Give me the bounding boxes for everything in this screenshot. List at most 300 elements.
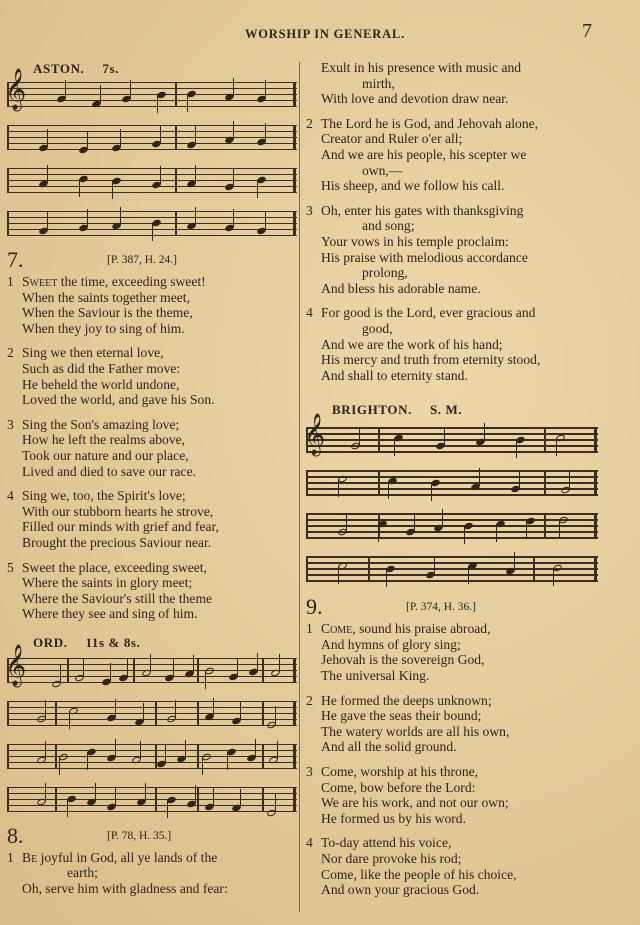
tune-meter: 7s.	[102, 61, 120, 76]
note-stem	[112, 181, 113, 199]
note-stem	[559, 520, 560, 538]
note-stem	[240, 789, 241, 807]
staff-line	[7, 750, 297, 751]
note-stem	[526, 521, 527, 539]
barline	[175, 125, 177, 150]
verse-line	[306, 305, 606, 321]
barline	[133, 658, 135, 683]
barline	[197, 658, 199, 683]
verse-text: the time, exceeding sweet!	[60, 274, 206, 289]
barline	[7, 787, 9, 812]
staff-line	[306, 531, 598, 532]
verse-line	[306, 867, 606, 883]
note-stem	[45, 700, 46, 718]
verse-text: Come, like the people of his choice,	[321, 866, 517, 882]
treble-clef-icon: 𝄞	[304, 414, 326, 456]
verse-text: Where the saints in glory meet;	[22, 575, 193, 591]
verse-text: Brought the precious Saviour near.	[22, 534, 212, 550]
note-stem	[202, 757, 203, 775]
verse	[7, 417, 297, 479]
right-column	[306, 60, 606, 907]
verse-text: Come, worship at his throne,	[321, 764, 479, 780]
verse-text: Where the Saviour's still the theme	[22, 590, 213, 606]
verse-text: And we are the work of his hand;	[321, 336, 503, 352]
music-score-aston	[5, 69, 297, 238]
staff-line	[7, 707, 297, 708]
note-stem	[47, 129, 48, 147]
note-stem	[233, 209, 234, 227]
note-stem	[386, 569, 387, 587]
verse-text: To-day attend his voice,	[321, 835, 452, 851]
note-stem	[115, 739, 116, 757]
note-stem	[394, 438, 395, 456]
staff-line	[7, 676, 297, 677]
verse-line: Oh, serve him with gladness and fear:	[22, 881, 228, 897]
verse-line	[306, 163, 606, 179]
verse-text: sound his praise abroad,	[359, 621, 491, 637]
note-stem	[255, 739, 256, 757]
verse-first-word: Be	[22, 849, 38, 865]
staff-line	[306, 451, 598, 452]
verse	[7, 488, 297, 550]
verse-line	[306, 352, 606, 368]
note-stem	[240, 702, 241, 720]
verse-text: Took our nature and our place,	[22, 447, 189, 463]
note-stem	[556, 438, 557, 456]
staff-line	[7, 211, 297, 212]
staff-line	[7, 106, 297, 107]
note-stem	[87, 131, 88, 149]
note-stem	[468, 566, 469, 584]
note-stem	[59, 757, 60, 775]
staff-line	[7, 762, 297, 763]
verse-text: Your vows in his temple proclaim:	[321, 233, 509, 249]
final-barline	[293, 787, 296, 812]
note-stem	[150, 654, 151, 672]
final-barline	[594, 427, 597, 452]
note-stem	[414, 513, 415, 531]
note-stem	[346, 513, 347, 531]
staff-line	[7, 192, 297, 193]
final-barline	[293, 168, 296, 193]
verse-text: And bless his adorable name.	[321, 280, 481, 296]
tune-name: BRIGHTON.	[332, 402, 412, 418]
verse-line	[7, 575, 297, 591]
verse-line	[7, 504, 297, 520]
note-stem	[100, 85, 101, 103]
hymn-number: 7.	[7, 247, 24, 272]
verse-text: And we are his people, his scepter we	[321, 146, 527, 162]
note-stem	[83, 659, 84, 677]
staff-line	[7, 787, 297, 788]
note-stem	[431, 483, 432, 501]
verse-text: Filled our minds with grief and fear,	[22, 519, 219, 535]
verse-text: And hymns of glory sing;	[321, 636, 461, 652]
staff	[306, 556, 598, 583]
note-stem	[79, 179, 80, 197]
barline	[175, 82, 177, 107]
staff-line	[7, 88, 297, 89]
staff-line	[306, 494, 598, 495]
hymn-reference: [P. 78, H. 35.]	[107, 829, 172, 842]
note-stem	[265, 80, 266, 98]
note-stem	[237, 658, 238, 676]
barline	[67, 658, 69, 683]
note-stem	[213, 788, 214, 806]
verse-number: 3	[306, 764, 313, 780]
staff-line	[7, 713, 297, 714]
verse-text: Sing we then eternal love,	[22, 345, 164, 361]
verse-line	[306, 652, 606, 668]
staff-line	[306, 519, 598, 520]
verse-line	[7, 432, 297, 448]
verse-text: He gave the seas their bound;	[321, 708, 482, 724]
staff-line	[306, 556, 598, 557]
verse-number: 1	[7, 849, 14, 865]
staff-line	[306, 482, 598, 483]
verse-text: And shall to eternity stand.	[321, 367, 468, 383]
barline	[155, 787, 157, 812]
verse	[306, 116, 606, 194]
verse	[7, 560, 297, 622]
verse-line	[306, 321, 606, 337]
verse	[306, 203, 606, 297]
verse-text: He beheld the world undone,	[22, 376, 180, 392]
note-stem	[479, 468, 480, 486]
verse-number: 4	[7, 488, 14, 504]
staff-line	[306, 537, 598, 538]
staff-line	[306, 476, 598, 477]
note-stem	[185, 740, 186, 758]
barline	[262, 701, 264, 726]
note-stem	[110, 663, 111, 681]
note-stem	[359, 427, 360, 445]
note-stem	[265, 123, 266, 141]
verse-text: When the Saviour is the theme,	[22, 305, 193, 321]
verse-text: Jehovah is the sovereign God,	[321, 652, 485, 668]
music-score-brighton	[304, 414, 606, 583]
note-stem	[484, 423, 485, 441]
note-stem	[175, 700, 176, 718]
staff-line	[7, 149, 297, 150]
tune-title-brighton	[332, 401, 606, 419]
staff-line	[306, 513, 598, 514]
staff	[7, 701, 297, 728]
verse-line	[306, 147, 606, 163]
hymn-9	[306, 595, 606, 898]
verse-line	[7, 488, 297, 504]
verse-line	[7, 560, 297, 576]
note-stem	[195, 126, 196, 144]
verse-text: Sing the Son's amazing love;	[22, 416, 180, 432]
staff	[7, 211, 297, 238]
verse-line	[7, 274, 297, 290]
hymn-reference: [P. 374, H. 36.]	[406, 601, 476, 614]
barline	[262, 744, 264, 769]
staff-line	[7, 725, 297, 726]
note-stem	[47, 212, 48, 230]
barline	[378, 427, 380, 452]
verse-number: 3	[306, 202, 313, 218]
final-barline	[594, 470, 597, 495]
note-stem	[233, 168, 234, 186]
barline	[544, 470, 546, 495]
staff-line	[7, 82, 297, 83]
staff	[306, 470, 598, 497]
staff	[7, 744, 297, 771]
verse-text: The watery worlds are all his own,	[321, 723, 510, 739]
verse-line: Exult in his presence with music and	[321, 60, 522, 75]
staff-line	[306, 445, 598, 446]
tune-title-ord	[33, 634, 297, 652]
verse-line	[306, 368, 606, 384]
staff-line	[7, 94, 297, 95]
verse-line	[306, 218, 606, 234]
staff	[7, 125, 297, 152]
note-stem	[47, 165, 48, 183]
verse-line	[306, 811, 606, 827]
barline	[197, 701, 199, 726]
staff-line	[7, 768, 297, 769]
note-stem	[193, 655, 194, 673]
note-stem	[388, 481, 389, 499]
verse-text: Come, bow before the Lord:	[321, 779, 476, 795]
verse-text: The Lord he is God, and Jehovah alone,	[321, 115, 539, 131]
note-stem	[275, 794, 276, 812]
hymn-number: 9.	[306, 594, 323, 620]
verse-line	[306, 281, 606, 297]
staff-line	[7, 701, 297, 702]
barline	[197, 744, 199, 769]
note-stem	[496, 524, 497, 542]
verse-line	[7, 850, 297, 866]
verse-line	[306, 668, 606, 684]
note-stem	[173, 659, 174, 677]
barline	[55, 787, 57, 812]
barline	[544, 513, 546, 538]
note-stem	[257, 653, 258, 671]
note-stem	[143, 703, 144, 721]
note-stem	[115, 699, 116, 717]
staff	[7, 787, 297, 814]
verse	[306, 693, 606, 755]
note-stem	[277, 741, 278, 759]
note-stem	[213, 698, 214, 716]
tune-meter: 11s & 8s.	[85, 634, 141, 650]
verse-text: And own your gracious God.	[321, 882, 480, 898]
page-number: 7	[582, 20, 592, 42]
tune-name: ORD.	[33, 634, 68, 650]
verse-text: His sheep, and we follow his call.	[321, 178, 505, 194]
staff-line	[7, 137, 297, 138]
verse-line	[7, 417, 297, 433]
staff-line	[7, 799, 297, 800]
verse-line	[7, 321, 297, 337]
staff-line	[7, 682, 297, 683]
barline	[7, 744, 9, 769]
verse-line	[306, 234, 606, 250]
staff-line	[306, 433, 598, 434]
final-barline	[293, 82, 296, 107]
note-stem	[152, 223, 153, 241]
note-stem	[167, 800, 168, 818]
note-stem	[378, 524, 379, 542]
verse-first-word: Come,	[321, 621, 356, 637]
verse-line	[306, 708, 606, 724]
staff-line	[306, 470, 598, 471]
staff-line	[7, 805, 297, 806]
note-stem	[434, 556, 435, 574]
verse-line	[7, 361, 297, 377]
staff-line	[7, 168, 297, 169]
note-stem	[233, 121, 234, 139]
staff-line	[7, 744, 297, 745]
verse-text: When the saints together meet,	[22, 289, 190, 305]
barline	[533, 556, 535, 581]
final-barline	[293, 658, 296, 683]
note-stem	[205, 671, 206, 689]
note-stem	[514, 552, 515, 570]
verse-line: mirth,	[362, 75, 395, 91]
verse-text: Such as did the Father move:	[22, 360, 181, 376]
verse-text: He formed us by his word.	[321, 810, 466, 826]
final-barline	[293, 125, 296, 150]
barline	[7, 211, 9, 236]
verse-text: The universal King.	[321, 668, 430, 684]
note-stem	[265, 212, 266, 230]
note-stem	[165, 745, 166, 763]
staff-line	[7, 125, 297, 126]
note-stem	[87, 209, 88, 227]
note-stem	[257, 180, 258, 198]
verse-number: 4	[306, 305, 313, 321]
music-score-ord	[5, 644, 297, 814]
staff-line	[7, 131, 297, 132]
verse-continuation	[306, 60, 606, 107]
verse-text: Sweet the place, exceeding sweet,	[22, 559, 207, 575]
verse	[306, 621, 606, 683]
note-stem	[195, 207, 196, 225]
verse-text: He formed the deeps unknown;	[321, 692, 492, 708]
verse-line	[306, 621, 606, 637]
note-stem	[140, 741, 141, 759]
note-stem	[233, 78, 234, 96]
verse-line	[306, 337, 606, 353]
barline	[175, 168, 177, 193]
verse-text: Lived and died to save our race.	[22, 463, 197, 479]
staff-line	[7, 793, 297, 794]
verse-text: own,—	[362, 162, 403, 178]
verse-line	[7, 345, 297, 361]
note-stem	[160, 125, 161, 143]
final-barline	[293, 211, 296, 236]
verse-number: 4	[306, 835, 313, 851]
barline	[306, 556, 308, 581]
note-stem	[65, 80, 66, 98]
verse	[7, 345, 297, 407]
note-stem	[60, 665, 61, 683]
barline	[544, 427, 546, 452]
verse-line	[7, 591, 297, 607]
verse-line	[306, 250, 606, 266]
verse-line	[306, 265, 606, 281]
note-stem	[45, 741, 46, 759]
staff	[5, 644, 297, 686]
note-stem	[195, 165, 196, 183]
note-stem	[120, 129, 121, 147]
barline	[7, 701, 9, 726]
note-stem	[160, 166, 161, 184]
note-stem	[279, 654, 280, 672]
verse-text: Nor dare provoke his rod;	[321, 851, 462, 866]
verse-text: How he left the realms above,	[22, 432, 186, 448]
left-column	[7, 60, 297, 906]
verse-line	[306, 178, 606, 194]
staff-line	[7, 100, 297, 101]
verse-line	[306, 851, 606, 867]
final-barline	[594, 556, 597, 581]
barline	[55, 744, 57, 769]
barline	[306, 470, 308, 495]
verse-line	[306, 795, 606, 811]
staff-line	[306, 525, 598, 526]
verse-line	[306, 637, 606, 653]
staff-line	[306, 488, 598, 489]
note-stem	[45, 783, 46, 801]
staff-line	[7, 719, 297, 720]
staff-line	[306, 427, 598, 428]
note-stem	[157, 95, 158, 113]
verse-line	[7, 392, 297, 408]
note-stem	[69, 711, 70, 729]
verse-text: and song;	[362, 218, 415, 234]
barline	[262, 787, 264, 812]
barline	[368, 556, 370, 581]
running-header: WORSHIP IN GENERAL.	[244, 27, 406, 41]
staff-line	[7, 664, 297, 665]
verse-text: prolong,	[362, 265, 408, 281]
verse-line	[7, 535, 297, 551]
verse	[306, 305, 606, 383]
note-stem	[442, 509, 443, 527]
note-stem	[553, 568, 554, 586]
final-barline	[293, 744, 296, 769]
note-stem	[115, 788, 116, 806]
staff-line	[7, 217, 297, 218]
verse-number: 1	[306, 621, 313, 637]
verse-line	[306, 739, 606, 755]
note-stem	[95, 783, 96, 801]
note-stem	[120, 207, 121, 225]
staff	[5, 69, 297, 110]
note-stem	[516, 440, 517, 458]
verse-text: Where they see and sing of him.	[22, 606, 198, 622]
note-stem	[444, 427, 445, 445]
staff-line	[7, 811, 297, 812]
note-stem	[195, 785, 196, 803]
verse-line: With love and devotion draw near.	[321, 91, 509, 107]
note-stem	[275, 706, 276, 724]
barline	[197, 787, 199, 812]
note-stem	[227, 752, 228, 770]
final-barline	[594, 513, 597, 538]
treble-clef-icon: 𝄞	[5, 69, 27, 110]
column-divider	[299, 62, 300, 912]
verse-text: joyful in God, all ye lands of the	[40, 849, 218, 865]
verse-text: We are his work, and not our own;	[321, 795, 509, 811]
barline	[378, 470, 380, 495]
verse-line	[306, 882, 606, 898]
